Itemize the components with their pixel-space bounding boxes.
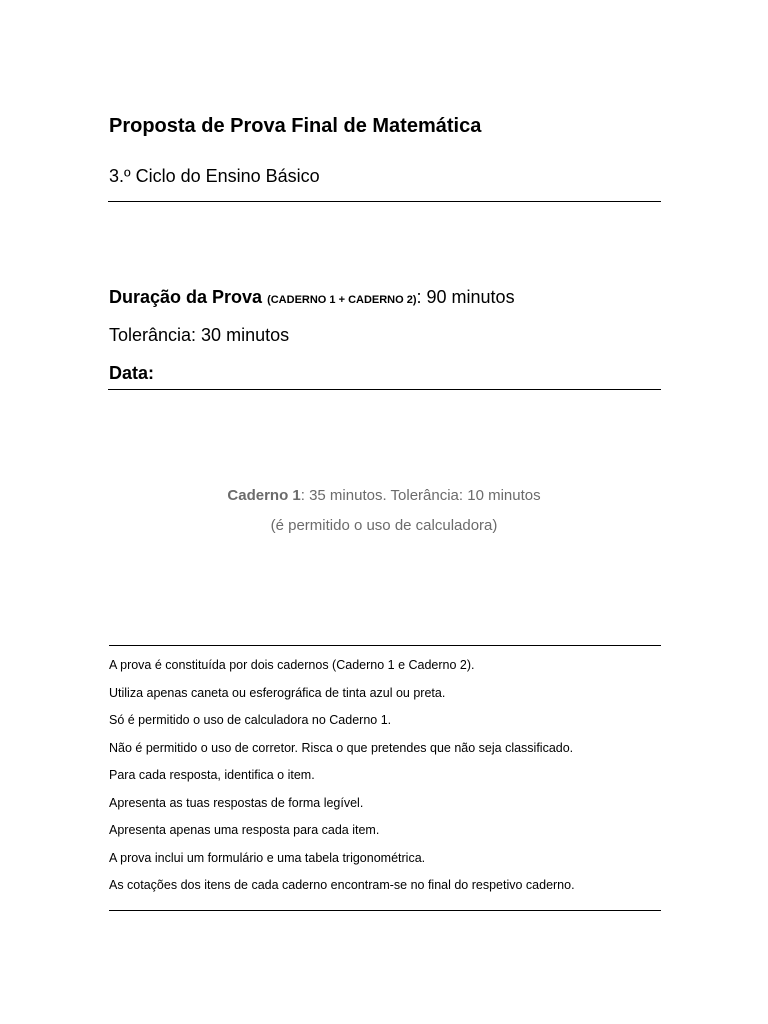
caderno-info xyxy=(0,487,768,504)
instruction-item: A prova é constituída por dois cadernos (Caderno 1 e Caderno 2). xyxy=(109,658,475,672)
duration-value: : 90 minutos xyxy=(416,287,515,307)
caderno-name: Caderno 1 xyxy=(227,487,301,504)
instructions-list xyxy=(109,657,575,905)
divider-top xyxy=(108,201,661,202)
page-title: Proposta de Prova Final de Matemática xyxy=(109,115,482,137)
instruction-item: Apresenta as tuas respostas de forma legível. xyxy=(109,795,364,810)
divider-instructions-top xyxy=(109,645,661,646)
instruction-item: Não é permitido o uso de corretor. Risca o que pretendes que não seja classificado. xyxy=(109,740,574,755)
duration-label: Duração da Prova xyxy=(109,287,263,307)
divider-instructions-bottom xyxy=(109,910,661,911)
duration-note: (CADERNO 1 + CADERNO 2) xyxy=(267,294,417,306)
instruction-item: As cotações dos itens de cada caderno encontram-se no final do respetivo caderno. xyxy=(109,878,575,892)
duration-line xyxy=(109,287,515,308)
divider-date xyxy=(108,389,661,390)
instruction-item: Só é permitido o uso de calculadora no Caderno 1. xyxy=(109,713,392,727)
instruction-item: Para cada resposta, identifica o item. xyxy=(109,768,315,782)
page-subtitle: 3.º Ciclo do Ensino Básico xyxy=(109,166,320,186)
date-label: Data: xyxy=(109,363,155,383)
instruction-item: Apresenta apenas uma resposta para cada item. xyxy=(109,823,380,837)
caderno-details: : 35 minutos. Tolerância: 10 minutos xyxy=(300,487,541,504)
calculator-note: (é permitido o uso de calculadora) xyxy=(270,517,498,534)
tolerance-line: Tolerância: 30 minutos xyxy=(109,325,290,345)
instruction-item: A prova inclui um formulário e uma tabela trigonométrica. xyxy=(109,850,426,865)
instruction-item: Utiliza apenas caneta ou esferográfica de tinta azul ou preta. xyxy=(109,685,446,700)
